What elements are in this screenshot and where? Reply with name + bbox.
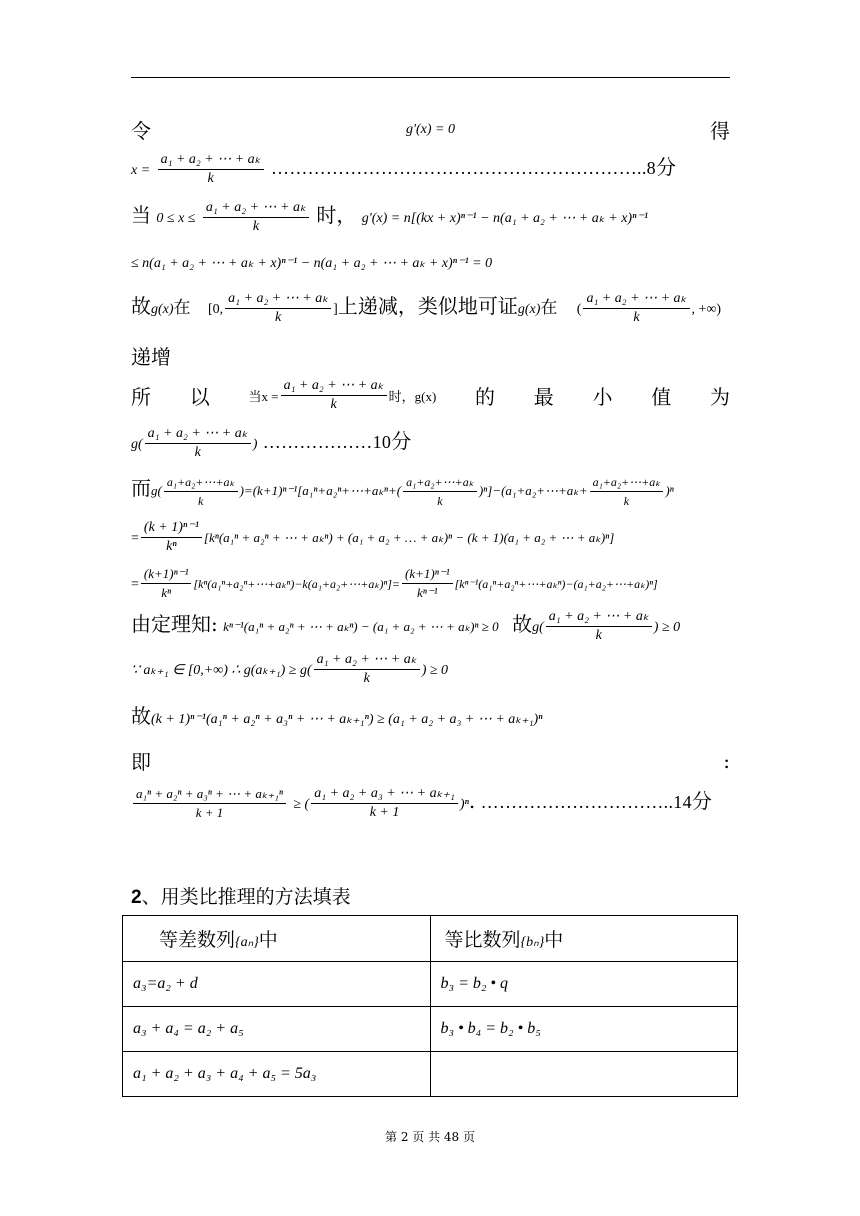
proof-line-4 <box>131 252 730 272</box>
score-unit: 分 <box>655 155 676 179</box>
fraction: $\frac{\text{a₁ + a₂ + ⋯ + aₖ}}{k}$ <box>203 200 309 235</box>
equation: ) <box>252 437 258 452</box>
proof-line-10 <box>131 520 730 555</box>
equation: [0, <box>207 302 224 317</box>
equation: kⁿ⁻¹(a₁ⁿ + a₂ⁿ + ⋯ + aₖⁿ) − (a₁ + a₂ + ⋯ + aₖ)ⁿ ≥ 0 <box>223 619 499 634</box>
fraction: $\frac{\text{(k + 1)ⁿ⁻¹}}{\text{kⁿ}}$ <box>141 520 202 555</box>
score-dots: ………………10 <box>262 432 392 452</box>
table-cell: a₃ + a₄ = a₂ + a₅ <box>123 1007 431 1052</box>
table-header-geometric: 等比数列{bₙ}中 <box>430 916 738 962</box>
text: 小 <box>592 385 613 409</box>
text: 在 <box>173 298 191 318</box>
text: 在 <box>540 298 558 318</box>
proof-line-3 <box>131 199 730 235</box>
proof-line-9 <box>131 472 730 509</box>
equation: x = <box>131 163 151 178</box>
proof-line-13 <box>131 652 730 687</box>
table-cell: a₁ + a₂ + a₃ + a₄ + a₅ = 5a₃ <box>123 1052 431 1097</box>
proof-line-14 <box>131 700 730 729</box>
section-heading <box>131 882 351 909</box>
proof-line-8 <box>131 425 730 461</box>
fraction: $\frac{\text{a₁ + a₂ + ⋯ + aₖ}}{k}$ <box>158 152 264 187</box>
analogy-table <box>122 915 738 1097</box>
equation: (k + 1)ⁿ⁻¹(a₁ⁿ + a₂ⁿ + a₃ⁿ + ⋯ + aₖ₊₁ⁿ) ≥ (a₁ + a₂ + a₃ + ⋯ + aₖ₊₁)ⁿ <box>151 712 543 727</box>
equation: ∵ aₖ₊₁ ∈ [0,+∞) ∴ g(aₖ₊₁) ≥ g( <box>131 663 312 678</box>
text: 所 <box>131 385 151 409</box>
text-ling: 令 <box>131 119 151 143</box>
text: 上递减，类似地可证 <box>337 294 518 318</box>
proof-line-16 <box>131 785 730 821</box>
fraction: $\frac{\text{(k+1)ⁿ⁻¹}}{\text{kⁿ}}$ <box>141 566 192 601</box>
text: 的 <box>475 385 496 409</box>
score-dots: ……………………………………………………..8 <box>271 158 656 178</box>
text: 故 <box>131 704 151 728</box>
page-footer: 第 2 页 共 48 页 <box>385 1130 475 1144</box>
equation: [kⁿ(a₁ⁿ + a₂ⁿ + ⋯ + aₖⁿ) + (a₁ + a₂ + … + aₖ)ⁿ − (k + 1)(a₁ + a₂ + ⋯ + aₖ)ⁿ] <box>203 530 615 545</box>
fraction: $\frac{\text{a₁+a₂+⋯+aₖ}}{k}$ <box>164 474 238 509</box>
fraction: $\frac{\text{a₁+a₂+⋯+aₖ}}{k}$ <box>590 474 664 509</box>
table-header-arithmetic: 等差数列{aₙ}中 <box>123 916 431 962</box>
text: 故 <box>131 294 151 318</box>
text: 故 <box>512 612 533 636</box>
equation: ≤ n(a₁ + a₂ + ⋯ + aₖ + x)ⁿ⁻¹ − n(a₁ + a₂ + ⋯ + aₖ + x)ⁿ⁻¹ = 0 <box>131 256 493 271</box>
fraction: $\frac{\text{a₁ + a₂ + ⋯ + aₖ}}{k}$ <box>225 291 331 326</box>
equation: g( <box>151 483 162 498</box>
text: : <box>723 748 730 773</box>
equation: g( <box>532 620 544 635</box>
fraction: $\frac{\text{a₁ⁿ + a₂ⁿ + a₃ⁿ + ⋯ + aₖ₊₁ⁿ}}{k + 1}$ <box>133 786 286 821</box>
fraction: $\frac{\text{a₁ + a₂ + ⋯ + aₖ}}{k}$ <box>546 609 652 644</box>
equation: g'(x) = n[(kx + x)ⁿ⁻¹ − n(a₁ + a₂ + ⋯ + aₖ + x)ⁿ⁻¹ <box>361 211 649 226</box>
proof-line-15 <box>131 746 730 775</box>
table-cell-empty <box>430 1052 738 1097</box>
fraction: $\frac{\text{a₁ + a₂ + ⋯ + aₖ}}{k}$ <box>145 426 251 461</box>
equation: g( <box>131 437 143 452</box>
section-title: 、用类比推理的方法填表 <box>141 886 351 908</box>
equation: 0 ≤ x ≤ <box>156 211 196 226</box>
fraction: $\frac{\text{a₁ + a₂ + ⋯ + aₖ}}{k}$ <box>583 291 689 326</box>
proof-line-6 <box>131 341 730 370</box>
table-row <box>123 1007 738 1052</box>
text-de: 得 <box>709 119 730 143</box>
fraction: $\frac{\text{a₁ + a₂ + ⋯ + aₖ}}{k}$ <box>281 378 387 413</box>
equation: )=(k+1)ⁿ⁻¹[a₁ⁿ+a₂ⁿ+⋯+aₖⁿ+( <box>239 483 402 498</box>
text: 当 <box>131 203 151 227</box>
equation: g(x) <box>517 302 541 317</box>
equation: g(x) <box>151 302 174 317</box>
text: 最 <box>533 385 554 409</box>
equation: [kⁿ⁻¹(a₁ⁿ+a₂ⁿ+⋯+aₖⁿ)−(a₁+a₂+⋯+aₖ)ⁿ] <box>454 577 658 591</box>
table-row <box>123 1052 738 1097</box>
text: 即 <box>131 750 151 774</box>
proof-line-5 <box>131 290 730 326</box>
text: 值 <box>651 385 672 409</box>
equation: = <box>131 577 139 592</box>
equation: g'(x) = 0 <box>406 121 455 137</box>
text: . <box>468 789 476 813</box>
text: 递增 <box>131 345 171 369</box>
section-number: 2 <box>131 887 142 908</box>
text: 时， <box>316 203 357 227</box>
header-rule <box>131 77 730 78</box>
fraction: $\frac{\text{a₁ + a₂ + ⋯ + aₖ}}{k}$ <box>314 652 420 687</box>
table-cell: b₃ • b₄ = b₂ • b₅ <box>430 1007 738 1052</box>
text: 为 <box>709 385 730 409</box>
proof-line-7 <box>131 378 730 413</box>
fraction: $\frac{\text{(k+1)ⁿ⁻¹}}{\text{kⁿ⁻¹}}$ <box>402 566 453 601</box>
table-cell: b₃ = b₂ • q <box>430 962 738 1007</box>
equation: ( <box>576 302 582 317</box>
equation: )ⁿ <box>665 483 674 498</box>
score-unit: 分 <box>391 429 412 453</box>
proof-line-1 <box>131 115 730 144</box>
text: 以 <box>189 385 210 409</box>
text: 由定理知: <box>131 612 218 636</box>
text: 而 <box>131 476 151 500</box>
equation: )ⁿ <box>459 797 469 812</box>
equation: )ⁿ]−(a₁+a₂+⋯+aₖ+ <box>478 483 588 498</box>
table-cell: a₃=a₂ + d <box>123 962 431 1007</box>
score-unit: 分 <box>691 789 712 813</box>
equation: [kⁿ(a₁ⁿ+a₂ⁿ+⋯+aₖⁿ)−k(a₁+a₂+⋯+aₖ)ⁿ]= <box>193 577 401 591</box>
table-header-row <box>123 916 738 962</box>
equation: = <box>131 531 139 546</box>
equation: ≥ ( <box>293 797 310 812</box>
table-row <box>123 962 738 1007</box>
proof-line-11 <box>131 566 730 601</box>
fraction: $\frac{\text{a₁+a₂+⋯+aₖ}}{k}$ <box>403 474 477 509</box>
equation: ) ≥ 0 <box>421 663 449 678</box>
equation: , +∞) <box>691 302 722 317</box>
min-condition: 当x = $\frac{\text{a₁ + a₂ + ⋯ + aₖ}}{k}$ 时，g(x) <box>248 378 437 412</box>
proof-line-12 <box>131 608 730 644</box>
equation: ] <box>333 302 338 317</box>
score-dots: …………………………..14 <box>480 792 692 812</box>
fraction: $\frac{\text{a₁ + a₂ + a₃ + ⋯ + aₖ₊₁}}{k + 1}$ <box>311 786 458 821</box>
proof-line-2 <box>131 151 730 187</box>
equation: ) ≥ 0 <box>653 620 681 635</box>
